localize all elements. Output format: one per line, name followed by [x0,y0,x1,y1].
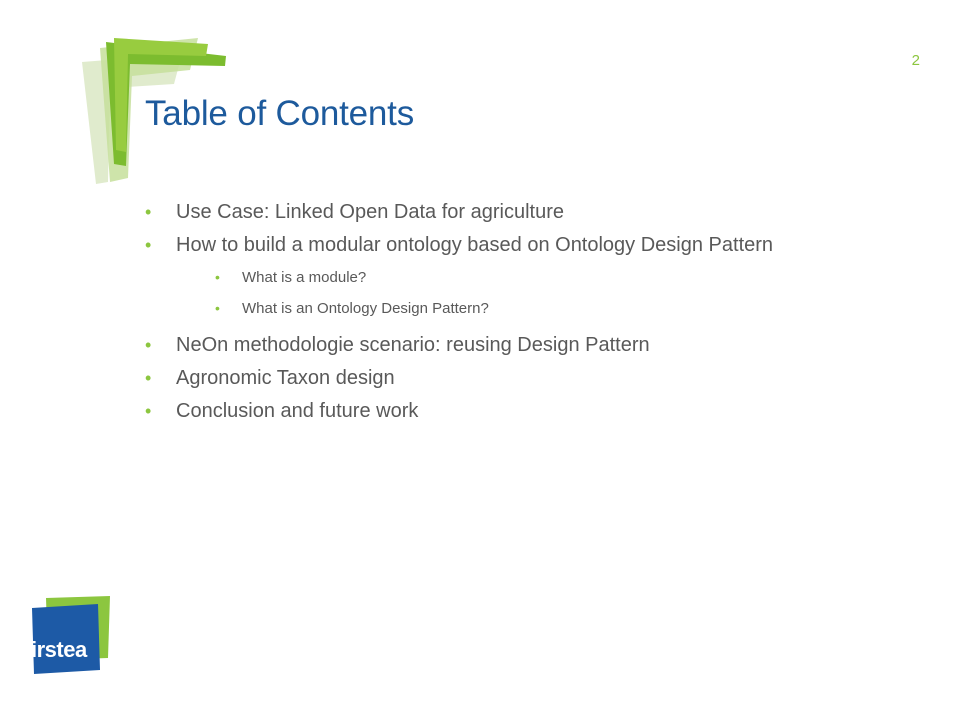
bullet-text: What is a module? [242,269,367,286]
slide-title: Table of Contents [145,94,414,133]
bullet-text: Conclusion and future work [176,400,419,422]
bullet-text: Use Case: Linked Open Data for agriculture [176,201,564,223]
bullet-dot-icon: • [145,368,152,388]
list-item [145,196,935,229]
irstea-logo [28,596,112,676]
list-item [145,329,935,362]
page-number: 2 [911,52,920,69]
logo-text: irstea [31,637,87,662]
list-item [145,395,935,428]
bullet-dot-icon: • [145,335,152,355]
bullet-dot-icon: • [145,401,152,421]
list-item-sub [145,262,935,293]
list-item [145,229,935,262]
bullet-dot-icon: • [145,202,152,222]
bullet-dot-icon: • [215,269,220,285]
bullet-text: What is an Ontology Design Pattern? [242,300,489,317]
bullet-text: NeOn methodologie scenario: reusing Design Pattern [176,334,650,356]
bullet-list [145,196,935,428]
bullet-text: Agronomic Taxon design [176,367,395,389]
list-item [145,362,935,395]
list-item-sub [145,293,935,324]
bullet-text: How to build a modular ontology based on Ontology Design Pattern [176,234,774,256]
bullet-dot-icon: • [215,300,220,316]
bullet-dot-icon: • [145,235,152,255]
